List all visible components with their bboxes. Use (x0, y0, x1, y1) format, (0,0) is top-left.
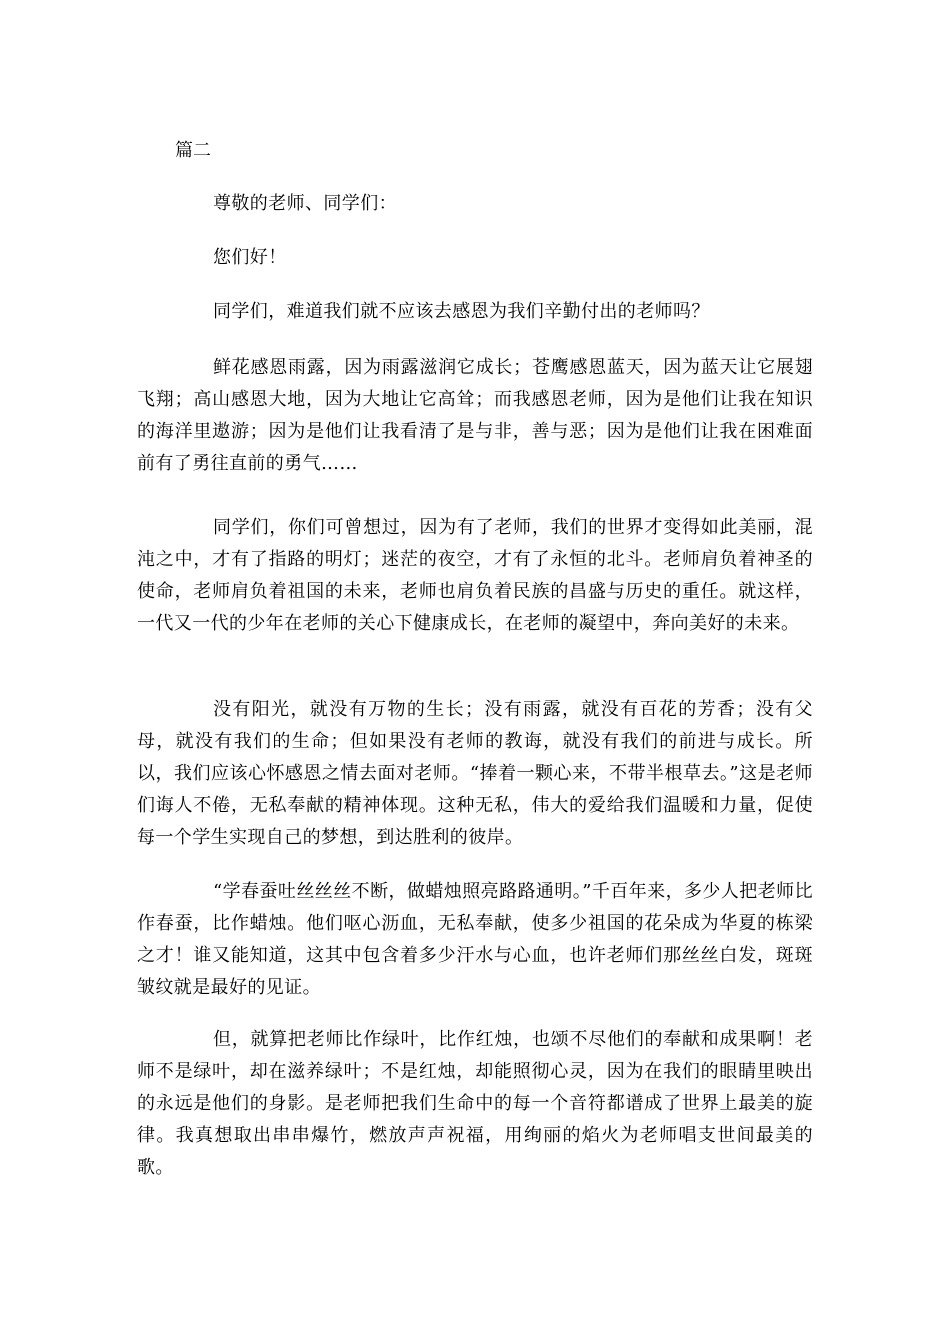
body-paragraph: 同学们，难道我们就不应该去感恩为我们辛勤付出的老师吗？ (213, 301, 710, 322)
section-heading: 篇二 (175, 140, 211, 161)
body-paragraph: 没有阳光，就没有万物的生长；没有雨露，就没有百花的芳香；没有父母，就没有我们的生命；但如果没有老师的教诲，就没有我们的前进与成长。所以，我们应该心怀感恩之情去面对老师。“捧着一颗心来，不带半根草去。”这是老师们诲人不倦，无私奉献的精神体现。这种无私，伟大的爱给我们温暖和力量，促使每一个学生实现自己的梦想，到达胜利的彼岸。 (137, 699, 813, 848)
body-paragraph: 同学们，你们可曾想过，因为有了老师，我们的世界才变得如此美丽，混沌之中，才有了指路的明灯；迷茫的夜空，才有了永恒的北斗。老师肩负着神圣的使命，老师肩负着祖国的未来，老师也肩负着民族的昌盛与历史的重任。就这样，一代又一代的少年在老师的关心下健康成长，在老师的凝望中，奔向美好的未来。 (137, 517, 813, 634)
body-paragraph: 鲜花感恩雨露，因为雨露滋润它成长；苍鹰感恩蓝天，因为蓝天让它展翅飞翔；高山感恩大地，因为大地让它高耸；而我感恩老师，因为是他们让我在知识的海洋里遨游；因为是他们让我看清了是与非，善与恶；因为是他们让我在困难面前有了勇往直前的勇气…… (137, 357, 813, 474)
body-paragraph: 但，就算把老师比作绿叶，比作红烛，也颂不尽他们的奉献和成果啊！老师不是绿叶，却在滋养绿叶；不是红烛，却能照彻心灵，因为在我们的眼睛里映出的永远是他们的身影。是老师把我们生命中的每一个音符都谱成了世界上最美的旋律。我真想取出串串爆竹，燃放声声祝福，用绚丽的焰火为老师唱支世间最美的歌。 (137, 1029, 813, 1178)
greeting-paragraph: 您们好！ (213, 247, 287, 268)
body-paragraph: “学春蚕吐丝丝丝不断，做蜡烛照亮路路通明。”千百年来，多少人把老师比作春蚕，比作蜡烛。他们呕心沥血，无私奉献，使多少祖国的花朵成为华夏的栋梁之才！谁又能知道，这其中包含着多少汗水与心血，也许老师们那丝丝白发，斑斑皱纹就是最好的见证。 (137, 881, 813, 998)
salutation-paragraph: 尊敬的老师、同学们： (213, 193, 397, 214)
